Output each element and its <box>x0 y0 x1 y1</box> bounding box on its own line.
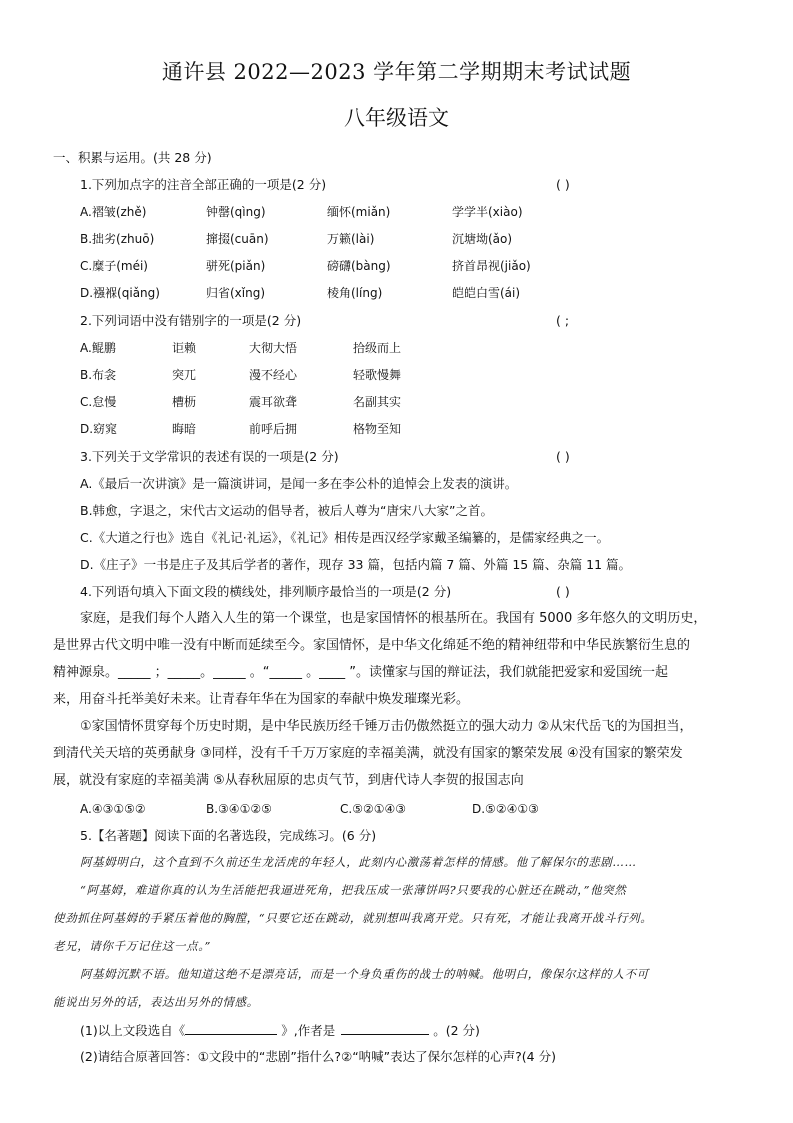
q2-option-cell: 大彻大悟 <box>249 341 298 355</box>
q1-option-cell: C.糜子(méi) <box>80 259 148 273</box>
question-4-stem: 4.下列语句填入下面文段的横线处，排列顺序最恰当的一项是(2 分) <box>80 584 452 599</box>
q5-excerpt-line: 阿基姆明白，这个直到不久前还生龙活虎的年轻人，此刻内心激荡着怎样的情感。他了解保尔的悲剧…… <box>80 855 637 869</box>
question-1-stem: 1.下列加点字的注音全部正确的一项是(2 分) <box>80 177 327 192</box>
q4-passage-line: 来，用奋斗托举美好未来。让青春年华在为国家的奉献中焕发璀璨光彩。 <box>53 692 470 707</box>
q2-option-cell: C.怠慢 <box>80 395 117 409</box>
q4-answer-option: B.③④①②⑤ <box>206 802 272 816</box>
q5-excerpt-line: 老兄，请你千万记住这一点。” <box>53 939 212 953</box>
q2-option-cell: 震耳欲聋 <box>249 395 298 409</box>
section-heading: 一、积累与运用。(共 28 分) <box>53 150 212 165</box>
q2-option-cell: D.窈窕 <box>80 422 118 436</box>
q2-option-cell: 讵赖 <box>172 341 197 355</box>
q1-option-cell: B.拙劣(zhuō) <box>80 232 155 246</box>
q2-option-cell: 格物至知 <box>353 422 402 436</box>
q1-option-cell: 磅礴(bàng) <box>327 259 391 273</box>
q5-subquestion-2: (2)请结合原著回答：①文段中的“悲剧”指什么?②“呐喊”表达了保尔怎样的心声?(4 分) <box>80 1049 556 1064</box>
q1-option-cell: 棱角(líng) <box>327 286 383 300</box>
q4-answer-option: C.⑤②①④③ <box>340 802 406 816</box>
q2-option-cell: 拾级而上 <box>353 341 402 355</box>
q3-option: D.《庄子》一书是庄子及其后学者的著作，现存 33 篇，包括内篇 7 篇、外篇 15 篇、杂篇 11 篇。 <box>80 557 632 572</box>
q1-option-cell: 撺掇(cuān) <box>206 232 269 246</box>
q5-excerpt-line: 能说出另外的话，表达出另外的情感。 <box>53 995 259 1009</box>
question-1-answer-paren: ( ) <box>556 177 570 192</box>
q2-option-cell: 晦暗 <box>172 422 197 436</box>
question-3-answer-paren: ( ) <box>556 449 570 464</box>
q4-passage-line: 是世界古代文明中唯一没有中断而延续至今。家国情怀，是中华文化绵延不绝的精神纽带和中华民族繁衍生息的 <box>53 638 691 653</box>
q2-option-cell: 突兀 <box>172 368 197 382</box>
q3-option: A.《最后一次讲演》是一篇演讲词，是闻一多在李公朴的追悼会上发表的演讲。 <box>80 476 518 491</box>
q1-option-cell: 万籁(lài) <box>327 232 375 246</box>
q1-option-cell: 学学半(xiào) <box>452 205 523 219</box>
author-blank[interactable] <box>341 1022 429 1035</box>
question-4-answer-paren: ( ) <box>556 584 570 599</box>
q5-sub1-prefix: (1)以上文段选自《 <box>80 1023 186 1038</box>
q1-option-cell: 钟罄(qìng) <box>206 205 266 219</box>
q5-subquestion-1 <box>80 1022 480 1039</box>
q4-answer-option: A.④③①⑤② <box>80 802 146 816</box>
question-2-stem: 2.下列词语中没有错别字的一项是(2 分) <box>80 313 302 328</box>
question-3-stem: 3.下列关于文学常识的表述有误的一项是(2 分) <box>80 449 339 464</box>
q4-choice-line: ①家国情怀贯穿每个历史时期，是中华民族历经千锤万击仍傲然挺立的强大动力 ②从宋代岳飞的为国担当， <box>80 719 693 734</box>
q5-excerpt-line: “阿基姆，难道你真的认为生活能把我逼进死角，把我压成一张薄饼吗?只要我的心脏还在跳动，”他突然 <box>80 883 627 897</box>
q2-option-cell: A.鲲鹏 <box>80 341 116 355</box>
q1-option-cell: 归省(xǐng) <box>206 286 266 300</box>
q2-option-cell: 前呼后拥 <box>249 422 298 436</box>
q2-option-cell: 槽枥 <box>172 395 197 409</box>
q1-option-cell: 皑皑白雪(ái) <box>452 286 521 300</box>
exam-title: 通许县 2022—2023 学年第二学期期末考试试题 <box>161 60 632 84</box>
q1-option-cell: A.褶皱(zhě) <box>80 205 147 219</box>
q4-choice-line: 到清代关天培的英勇献身 ③同样，没有千千万万家庭的幸福美满，就没有国家的繁荣发展 ④没有国家的繁荣发 <box>53 746 683 761</box>
q1-option-cell: 沉塘坳(ǎo) <box>452 232 513 246</box>
q1-option-cell: 缅怀(miǎn) <box>327 205 391 219</box>
q4-answer-option: D.⑤②④①③ <box>472 802 539 816</box>
q1-option-cell: 挤首昂视(jiǎo) <box>452 259 531 273</box>
q2-option-cell: 轻歌慢舞 <box>353 368 402 382</box>
q3-option: C.《大道之行也》选自《礼记·礼运》，《礼记》相传是西汉经学家戴圣编纂的，是儒家经典之一。 <box>80 530 610 545</box>
question-2-answer-paren: ( ; <box>556 313 570 328</box>
q4-passage-line: 精神源泉。_____ ；_____。_____ 。“_____ 。____ ”。读懂家与国的辩证法，我们就能把爱家和爱国统一起 <box>53 665 668 680</box>
q5-excerpt-line: 阿基姆沉默不语。他知道这绝不是漂亮话，而是一个身负重伤的战士的呐喊。他明白，像保尔这样的人不可 <box>80 967 649 981</box>
q4-choice-line: 展，就没有家庭的幸福美满 ⑤从春秋屈原的忠贞气节，到唐代诗人李贺的报国志向 <box>53 773 524 788</box>
q3-option: B.韩愈，字退之，宋代古文运动的倡导者，被后人尊为“唐宋八大家”之首。 <box>80 503 494 518</box>
q1-option-cell: D.襁褓(qiǎng) <box>80 286 160 300</box>
q2-option-cell: B.布衾 <box>80 368 117 382</box>
question-5-stem: 5.【名著题】阅读下面的名著选段，完成练习。(6 分) <box>80 828 377 843</box>
q1-option-cell: 骈死(piǎn) <box>206 259 266 273</box>
book-title-blank[interactable] <box>185 1022 277 1035</box>
q2-option-cell: 漫不经心 <box>249 368 298 382</box>
q5-excerpt-line: 使劲抓住阿基姆的手紧压着他的胸膛，“只要它还在跳动，就别想叫我离开党。只有死，才能让我离开战斗行列。 <box>53 911 653 925</box>
q5-sub1-suffix: 。(2 分) <box>433 1023 480 1038</box>
q4-passage-line: 家庭，是我们每个人踏入人生的第一个课堂，也是家国情怀的根基所在。我国有 5000 多年悠久的文明历史， <box>80 611 707 626</box>
q5-sub1-middle: 》,作者是 <box>281 1023 336 1038</box>
exam-subtitle: 八年级语文 <box>344 106 449 130</box>
q2-option-cell: 名副其实 <box>353 395 402 409</box>
